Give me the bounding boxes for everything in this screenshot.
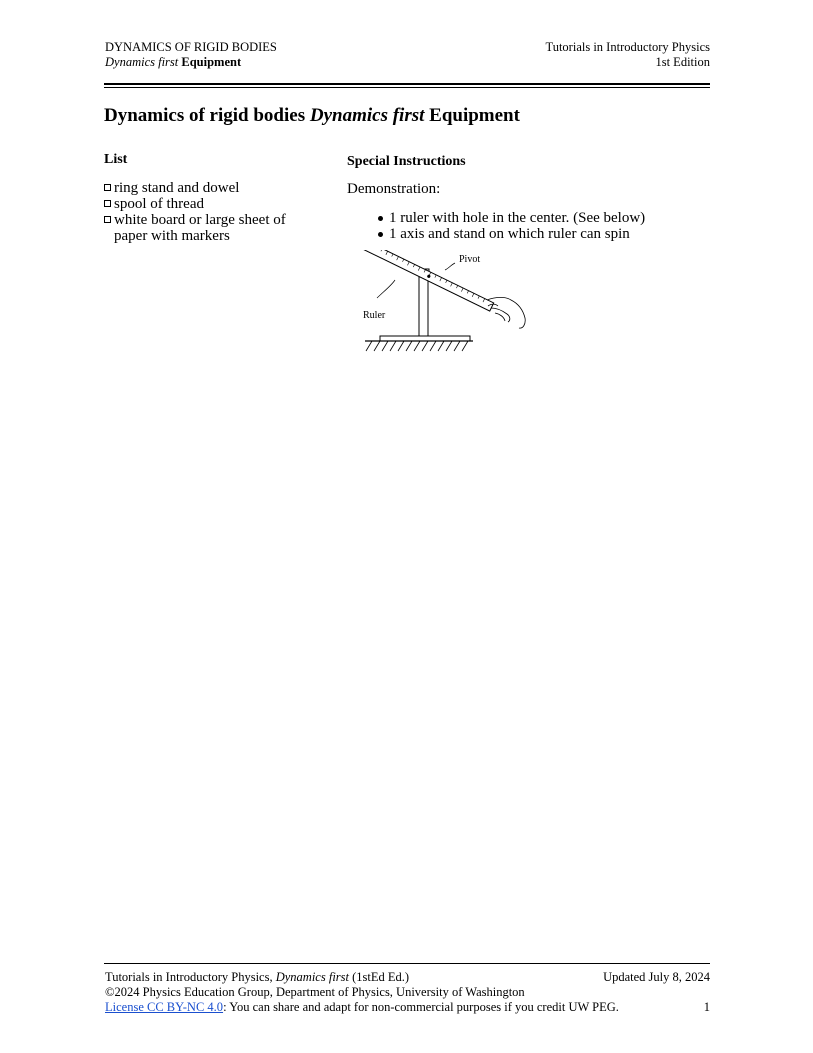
pivot-label: Pivot <box>459 254 481 265</box>
list-item <box>104 180 304 196</box>
header-edition: 1st Edition <box>655 55 710 69</box>
footer-line-3 <box>105 1000 710 1015</box>
bullet-text: 1 ruler with hole in the center. (See below) <box>389 210 646 226</box>
ruler-pivot-figure <box>355 250 535 360</box>
footer-book-suffix: (1stEd Ed.) <box>352 970 410 984</box>
license-link[interactable]: License CC BY-NC 4.0 <box>105 1000 224 1014</box>
list-heading: List <box>104 152 128 167</box>
bullet-text: 1 axis and stand on which ruler can spin <box>389 226 630 242</box>
demonstration-label: Demonstration: <box>347 181 441 197</box>
page-number: 1 <box>703 1000 710 1014</box>
header-right <box>546 40 710 70</box>
equipment-list <box>104 180 304 244</box>
bullet-icon <box>378 232 383 237</box>
checkbox-icon <box>104 184 111 191</box>
footer-rule <box>104 963 710 964</box>
page-footer <box>105 970 710 1015</box>
list-item-text: spool of thread <box>114 196 204 212</box>
footer-book-prefix: Tutorials in Introductory Physics, <box>105 970 273 984</box>
header-sub-bold: Equipment <box>181 55 242 69</box>
footer-book <box>105 970 409 984</box>
list-item-text: white board or large sheet of paper with markers <box>114 212 286 244</box>
footer-book-italic: Dynamics first <box>275 970 349 984</box>
footer-updated: Updated July 8, 2024 <box>603 970 710 984</box>
license-text: : You can share and adapt for non-commercial purposes if you credit UW PEG. <box>223 1000 619 1014</box>
title-suffix: Equipment <box>429 105 520 126</box>
footer-line-1 <box>105 970 710 985</box>
checkbox-icon <box>104 216 111 223</box>
title-italic: Dynamics first <box>309 105 425 126</box>
title-prefix: Dynamics of rigid bodies <box>104 105 306 126</box>
header-subtitle <box>105 55 277 70</box>
bullet-icon <box>378 216 383 221</box>
bullet-item <box>378 226 645 242</box>
list-item <box>104 212 304 244</box>
header-rule-thin <box>104 87 710 88</box>
header-sub-italic: Dynamics first <box>105 55 179 69</box>
header-left <box>105 40 277 70</box>
checkbox-icon <box>104 200 111 207</box>
bullet-item <box>378 210 645 226</box>
list-item-text: ring stand and dowel <box>114 180 240 196</box>
demonstration-list <box>378 210 645 242</box>
page-title <box>104 105 520 127</box>
header-rule-thick <box>104 83 710 85</box>
footer-copyright: ©2024 Physics Education Group, Department of Physics, University of Washington <box>105 985 525 999</box>
special-instructions-heading: Special Instructions <box>347 154 466 169</box>
ruler-leader <box>377 280 395 298</box>
ruler-label: Ruler <box>363 310 386 321</box>
header-book: Tutorials in Introductory Physics <box>545 40 710 54</box>
pivot-leader <box>445 263 455 270</box>
list-item <box>104 196 304 212</box>
header-section: DYNAMICS OF RIGID BODIES <box>105 40 277 54</box>
